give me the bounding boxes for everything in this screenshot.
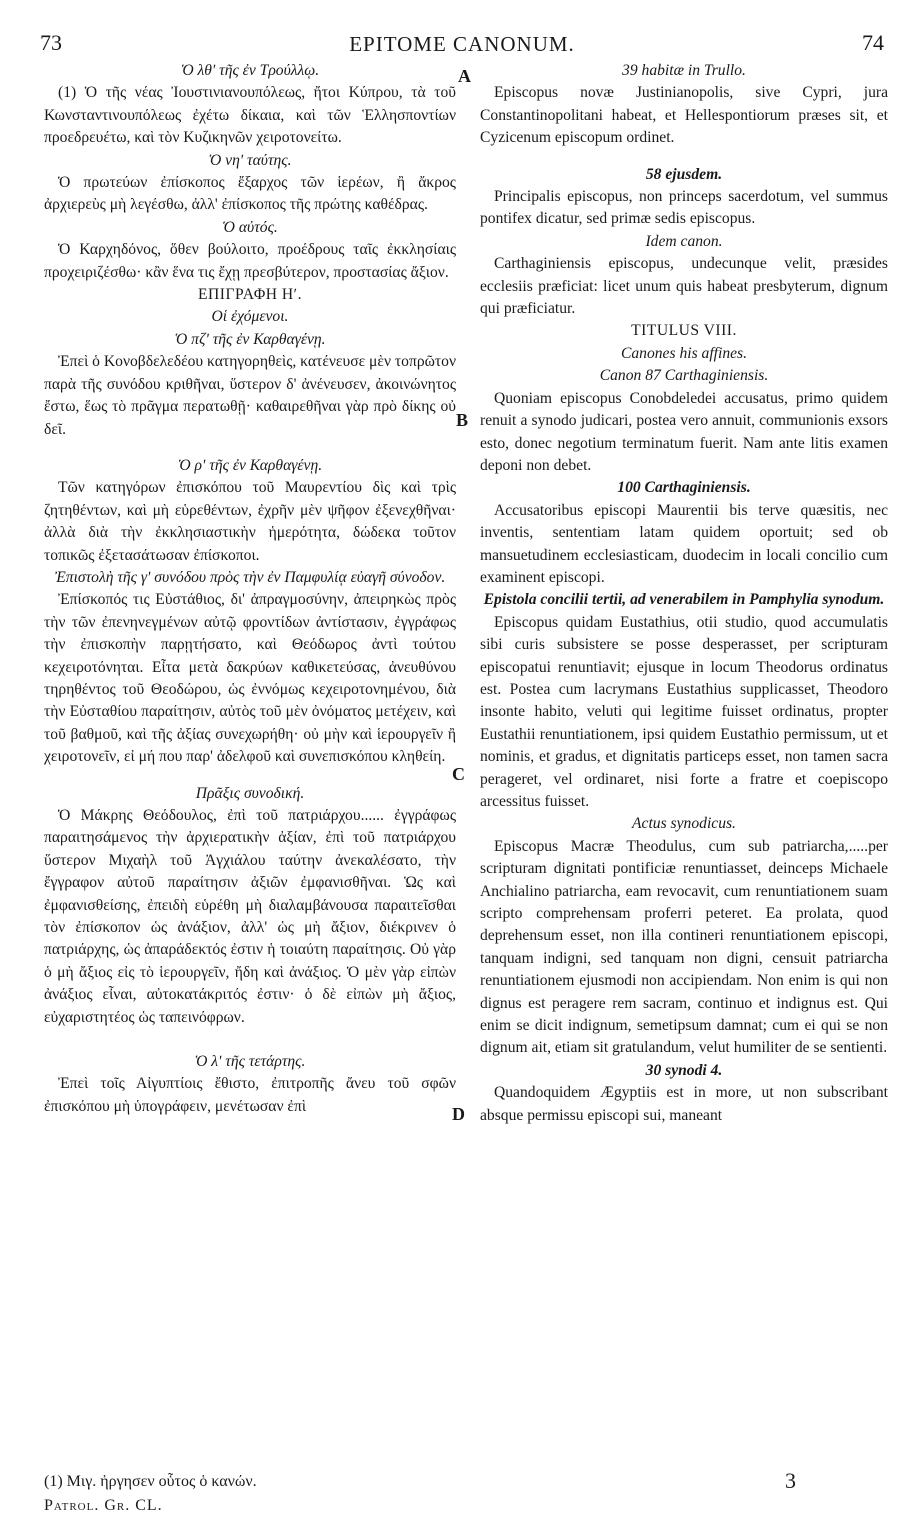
- latin-heading-canon-100: 100 Carthaginiensis.: [617, 479, 751, 497]
- latin-text-canon-100: Accusatoribus episcopi Maurentii bis terve quæsitis, nec inventis, sententiam latam quidem oportuit; sed ob mansuetudinem ecclesiasticam, duodecim in locali concilio cum examinent episcopi.: [480, 501, 888, 586]
- greek-text-synodic-act: Ὁ Μάκρης Θεόδουλος, ἐπὶ τοῦ πατριάρχου...... ἐγγράφως παραιτησάμενος τὴν ἀρχιερατικὴν ἀξίαν, ἐπὶ τοῦ πατριάρχου ὕστερον Μιχαὴλ τοῦ Ἀγχιάλου ταύτην ἀνεκαλέσατο, τὴν ἔγγραφον αὐτοῦ παραίτησιν ἀξιῶν ἐμφανισθῆναι. Ὡς καὶ ἐμφανισθείσης, ἐπειδὴ εὑρέθη μὴ διαλαμβάνουσα παραιτεῖσθαι τὸν ἐπίσκοπον ὡς ἀνάξιον, ἀλλ' ὡς μὴ ἄξιον, διέκρινεν ὁ πατριάρχης, ὡς ἀπαράδεκτός ἐστιν ἡ τοιαύτη παραίτησις. Οὐ γὰρ ὁ μὴ ἄξιος εἰς τὸ ἱερουργεῖν, ἤδη καὶ ἀνάξιος. Ὁ μὲν γὰρ εἰπὼν ἀνάξιος εἶναι, αὐτοκατάκριτός ἐστιν· ὁ δὲ εἰπὼν μὴ ἄξιος, εὐχαριστητέος ὡς ταπεινόφρων.: [44, 807, 456, 1026]
- greek-heading-canon-30: Ὁ λʹ τῆς τετάρτης.: [194, 1053, 306, 1071]
- margin-marker-c: C: [452, 764, 465, 784]
- greek-text-idem: Ὁ Καρχηδόνος, ὅθεν βούλοιτο, προέδρους ταῖς ἐκκλησίαις προχειριζέσθω· κἂν ἕνα τις ἔχῃ πρεσβύτερον, προστασίας ἄξιον.: [44, 241, 456, 281]
- greek-heading-epistle: Ἐπιστολὴ τῆς γʹ συνόδου πρὸς τὴν ἐν Παμφυλίᾳ εὐαγῆ σύνοδον.: [54, 568, 446, 586]
- latin-heading-idem: Idem canon.: [645, 232, 723, 250]
- latin-text-synodic-act: Episcopus Macræ Theodulus, cum sub patriarcha,.....per scripturam dignitati pontificiæ renuntiasset, deinceps Michaele Anchialino patriarcha, eam revocavit, cum renuntiationem suam scripto comprehensam proferri peteret. Ea prolata, quod deprehensum esset, non illa contineri renuntiationem episcopi, tanquam indigni, sed tanquam non digni, censuit patriarcha renuntiationem ejusmodi non accipiendam. Non enim is qui non dignus est peragere rem sacram, continuo et indignus est. Qui enim se dicit indignum, semetipsum damnat; cum ei qui se non dignum ait, etiam sit gratulandum, velut humiliter de se sentienti.: [480, 837, 888, 1057]
- greek-text-canon-30: Ἐπεὶ τοῖς Αἰγυπτίοις ἔθιστο, ἐπιτροπῆς ἄνευ τοῦ σφῶν ἐπισκόπου μὴ ὑπογράφειν, μενέτωσαν ἐπὶ: [44, 1075, 456, 1115]
- margin-marker-b: B: [456, 410, 469, 430]
- sheet-number: 3: [785, 1468, 796, 1493]
- running-title: EPITOME CANONUM.: [349, 32, 575, 56]
- margin-marker-d: D: [452, 1104, 465, 1124]
- greek-text-canon-100: Τῶν κατηγόρων ἐπισκόπου τοῦ Μαυρεντίου δὶς καὶ τρὶς ζητηθέντων, καὶ μὴ εὑρεθέντων, ἐχρῆν μὲν ψῆφον ἐξενεχθῆναι· ἀλλὰ διὰ τὴν ἐκκλησιαστικὴν ἡμερότητα, δώδεκα τοῦτον τοπικῶς ἐξετασάτωσαν ἐπίσκοποι.: [44, 479, 456, 564]
- page-number-left: 73: [40, 30, 62, 55]
- latin-heading-canon-58: 58 ejusdem.: [645, 165, 723, 183]
- greek-heading-synodic-act: Πρᾶξις συνοδική.: [195, 784, 305, 802]
- margin-marker-a: A: [458, 66, 471, 86]
- greek-heading-canon-39: Ὁ λθʹ τῆς ἐν Τρούλλῳ.: [180, 62, 320, 79]
- greek-column: [44, 60, 456, 1118]
- page-footer: [44, 1470, 257, 1518]
- greek-heading-affines: Οἱ ἐχόμενοι.: [211, 308, 289, 326]
- running-header: [40, 30, 884, 58]
- greek-heading-canon-100: Ὁ ρʹ τῆς ἐν Καρθαγένῃ.: [177, 456, 323, 474]
- greek-title-viii: ΕΠΙΓΡΑΦΗ Ηʹ.: [197, 286, 302, 304]
- greek-text-canon-39: (1) Ὁ τῆς νέας Ἰουστινιανουπόλεως, ἤτοι Κύπρου, τὰ τοῦ Κωνσταντινουπόλεως ἐχέτω δίκαια, καὶ τῶν Ἑλλησποντίων προεδρευέτω, καὶ τὸν Κυζικηνῶν χειροτονείτω.: [44, 84, 456, 147]
- latin-text-canon-30: Quandoquidem Ægyptiis est in more, ut non subscribant absque permissu episcopi sui, maneant: [480, 1084, 888, 1124]
- greek-heading-idem: Ὁ αὐτός.: [222, 218, 278, 236]
- latin-text-canon-58: Principalis episcopus, non princeps sacerdotum, vel summus pontifex dicatur, sed primæ sedis episcopus.: [480, 188, 888, 228]
- latin-heading-epistle: Epistola concilii tertii, ad venerabilem in Pamphylia synodum.: [483, 591, 885, 609]
- latin-heading-canon-30: 30 synodi 4.: [645, 1061, 723, 1079]
- latin-column: [480, 60, 888, 1127]
- greek-heading-canon-87: Ὁ πζʹ τῆς ἐν Καρθαγένῃ.: [174, 330, 326, 348]
- latin-text-canon-39: Episcopus novæ Justinianopolis, sive Cypri, jura Constantinopolitani habeat, et Hellespontiorum præses sit, et Cyzicenum episcopum ordinet.: [480, 84, 888, 147]
- greek-text-canon-87: Ἐπεὶ ὁ Κονοβδελεδέου κατηγορηθεὶς, κατένευσε μὲν τοπρῶτον παρὰ τῆς συνόδου κριθῆναι, ὕστερον δ' ἀνένευσεν, ἀκοινώνητος ἔστω, ἕως τὸ πρᾶγμα περατωθῇ· καθαιρεθῆναι γὰρ πρὸ δίκης οὐ δεῖ.: [44, 353, 456, 438]
- page-number-right: 74: [862, 30, 884, 55]
- greek-heading-canon-58: Ὁ νηʹ ταύτης.: [208, 151, 292, 169]
- greek-text-epistle: Ἐπίσκοπός τις Εὐστάθιος, δι' ἀπραγμοσύνην, ἀπειρηκὼς πρὸς τὴν τῶν ἐπενηνεγμένων αὐτῷ φροντίδων ἀντίστασιν, ἐγγράφως τὴν ἐπισκοπὴν παρῃτήσατο, καὶ Θεόδωρος ἀντὶ τούτου κεχειροτόνηται. Εἶτα μετὰ δακρύων καθικετεύσας, ἀνευθύνου τηρηθέντος τοῦ Θεοδώρου, ὡς ἐννόμως κεχειροτονημένου, διὰ τὴν Εὐσταθίου παραίτησιν, αὐτὸς τοῦ μὲν ὀνόματος μετέχειν, καὶ τοῦ βαθμοῦ, καὶ τῆς ἀξίας συνεχωρήθη· οὐ μὴν καὶ ἱερουργεῖν ἢ χειροτονεῖν, εἰ μή που παρ' ἀδελφοῦ καὶ συνεπισκόπου κληθείη.: [44, 591, 456, 766]
- latin-heading-affines: Canones his affines.: [620, 344, 748, 362]
- printer-signature: Patrol. Gr. CL.: [44, 1497, 163, 1514]
- latin-title-viii: TITULUS VIII.: [631, 322, 737, 340]
- latin-heading-canon-39: 39 habitæ in Trullo.: [622, 62, 746, 79]
- latin-heading-synodic-act: Actus synodicus.: [632, 815, 736, 833]
- latin-text-canon-87: Quoniam episcopus Conobdeledei accusatus, primo quidem renuit a synodo judicari, postea vero annuit, communionis exsors esto, donec negotium terminatum fuerit. Nam ante litis examen deponi non debet.: [480, 389, 888, 474]
- greek-text-canon-58: Ὁ πρωτεύων ἐπίσκοπος ἔξαρχος τῶν ἱερέων, ἢ ἄκρος ἀρχιερεὺς μὴ λεγέσθω, ἀλλ' ἐπίσκοπος τῆς πρώτης καθέδρας.: [44, 174, 456, 214]
- footnote: (1) Μιγ. ἠργησεν οὗτος ὁ κανών.: [44, 1473, 257, 1490]
- latin-heading-canon-87: Canon 87 Carthaginiensis.: [599, 367, 769, 385]
- latin-text-epistle: Episcopus quidam Eustathius, otii studio, quod accumulatis sibi curis subsistere se posse desperasset, per scripturam episcopatui renuntiavit; ejusque in locum Theodorus ordinatus est. Postea cum lacrymans Eustathius supplicasset, Theodoro insonte habito, veluti qui legitime fuisset ordinatus, propter Eustathii renuntiationem, ipsi quidem Eustathio permissum, ut et nominis, et gradus, et dignitatis particeps esset, non tamen sacra perageret, vel ordinaret, nisi forte a fratre et coepiscopo arcessitus fuisset.: [480, 613, 888, 810]
- latin-text-idem: Carthaginiensis episcopus, undecunque velit, præsides ecclesiis præficiat: licet unum quis habeat presbyterum, dignum qui præficiatur.: [480, 255, 888, 318]
